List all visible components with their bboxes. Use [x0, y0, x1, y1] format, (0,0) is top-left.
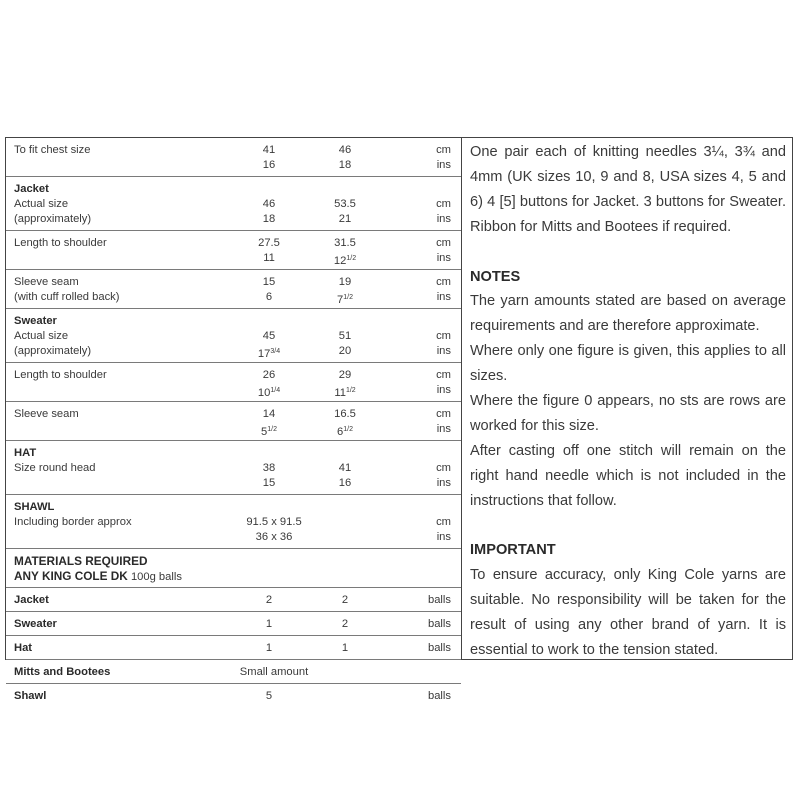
material-row-shawl: Shawl 5 balls — [14, 690, 451, 702]
sweater-heading: Sweater — [14, 315, 57, 327]
measurements-table — [6, 138, 461, 707]
hat-heading: HAT — [14, 447, 37, 459]
notes-column — [470, 140, 786, 663]
table-row: 15 16 ins — [262, 477, 451, 489]
table-row: Actual size 45 51 cm — [14, 330, 451, 342]
shawl-heading: SHAWL — [14, 501, 55, 513]
table-row: (approximately) 18 21 ins — [14, 213, 451, 225]
chest-size-group — [6, 138, 461, 177]
note-item: The yarn amounts stated are based on average requirements and are therefore approximate. — [470, 293, 786, 335]
materials-heading-group — [6, 549, 461, 588]
materials-heading: MATERIALS REQUIRED — [14, 554, 148, 568]
table-row: Sleeve seam 15 19 cm — [14, 276, 451, 288]
yarn-brand: ANY KING COLE DK — [14, 569, 128, 583]
material-row-mitts: Mitts and Bootees Small amount — [6, 660, 461, 684]
note-item: Where only one figure is given, this applies to all sizes. — [470, 343, 786, 385]
table-row: (approximately) $17^{3/4}$ 20 ins — [14, 345, 451, 360]
material-row-jacket: Jacket 2 2 balls — [6, 588, 461, 612]
table-row: $10^{1/4}$ $11^{1/2}$ ins — [257, 384, 451, 399]
jacket-length-group — [6, 231, 461, 270]
note-item: After casting off one stitch will remain on the right hand needle which is not included in the instructions that follow. — [470, 442, 786, 509]
table-row: To fit chest size 41 46 cm — [14, 144, 451, 156]
table-row: 11 $12^{1/2}$ ins — [263, 252, 451, 267]
material-row-hat: Hat 1 1 balls — [6, 636, 461, 660]
jacket-heading: Jacket — [14, 183, 49, 195]
sweater-sleeve-group — [6, 402, 461, 441]
material-row-sweater: Sweater 1 2 balls — [6, 612, 461, 636]
table-row: Size round head 38 41 cm — [14, 462, 451, 474]
table-row: Actual size 46 53.5 cm — [14, 198, 451, 210]
table-row: Sleeve seam 14 16.5 cm — [14, 408, 451, 420]
important-heading: IMPORTANT — [470, 542, 556, 559]
needles-text: One pair each of knitting needles 3¼, 3¾ and 4mm (UK sizes 10, 9 and 8, USA sizes 4, 5 and 6) 4 [5] buttons for Jacket. 3 buttons for Sweater. Ribbon for Mitts and Bootees if required. — [470, 144, 786, 235]
important-text: To ensure accuracy, only King Cole yarns are suitable. No responsibility will be taken for the result of using any other brand of yarn. It is essential to work to the tension stated. — [470, 567, 786, 659]
table-row: 16 18 ins — [262, 159, 451, 171]
table-row: (with cuff rolled back) 6 $7^{1/2}$ ins — [14, 291, 451, 306]
jacket-sleeve-group — [6, 270, 461, 309]
table-row: Length to shoulder 26 29 cm — [14, 369, 451, 381]
notes-heading: NOTES — [470, 268, 521, 285]
table-row: $5^{1/2}$ $6^{1/2}$ ins — [261, 423, 451, 438]
table-row: 36 x 36 ins — [255, 531, 451, 543]
yarn-unit: 100g balls — [130, 571, 182, 583]
sweater-length-group — [6, 363, 461, 402]
table-row: Including border approx 91.5 x 91.5 cm — [14, 516, 451, 528]
shawl-group — [6, 495, 461, 549]
sweater-actual-group — [6, 309, 461, 363]
hat-group — [6, 441, 461, 495]
note-item: Where the figure 0 appears, no sts are rows are worked for this size. — [470, 393, 786, 434]
table-row: Length to shoulder 27.5 31.5 cm — [14, 237, 451, 249]
jacket-actual-group — [6, 177, 461, 231]
column-divider — [461, 137, 462, 660]
